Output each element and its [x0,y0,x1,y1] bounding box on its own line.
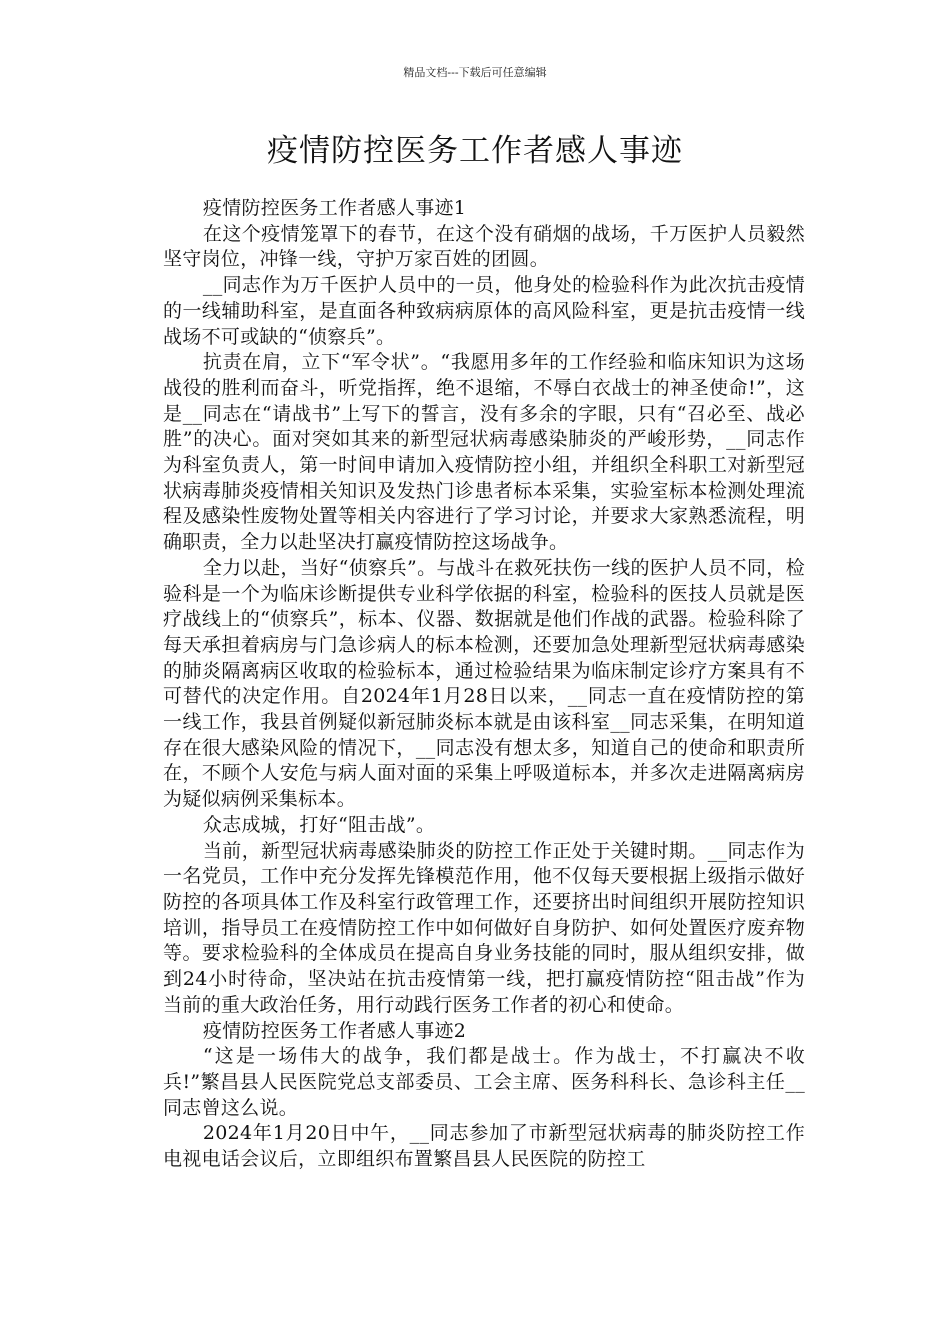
header-note: 精品文档---下载后可任意编辑 [403,66,547,79]
section-heading-1: 疫情防控医务工作者感人事迹1 [202,197,467,219]
document-body [163,196,805,1173]
paragraph: 抗责在肩，立下“军令状”。“我愿用多年的工作经验和临床知识为这场战役的胜利而奋斗，听党指挥，绝不退缩，不辱白衣战士的神圣使命!”，这是__同志在“请战书”上写下的誓言，没有多余的字眼，只有“召必至、战必胜”的决心。面对突如其来的新型冠状病毒感染肺炎的严峻形势，__同志作为科室负责人，第一时间申请加入疫情防控小组，并组织全科职工对新型冠状病毒肺炎疫情相关知识及发热门诊患者标本采集，实验室标本检测处理流程及感染性废物处置等相关内容进行了学习讨论，并要求大家熟悉流程，明确职责，全力以赴坚决打赢疫情防控这场战争。 [163,351,805,554]
paragraph: __同志作为万千医护人员中的一员，他身处的检验科作为此次抗击疫情的一线辅助科室，是直面各种致病病原体的高风险科室，更是抗击疫情一线战场不可或缺的“侦察兵”。 [163,274,805,348]
section-heading-2: 疫情防控医务工作者感人事迹2 [202,1019,467,1042]
paragraph: 在这个疫情笼罩下的春节，在这个没有硝烟的战场，千万医护人员毅然坚守岗位，冲锋一线，守护万家百姓的团圆。 [163,222,805,271]
paragraph: 全力以赴，当好“侦察兵”。与战斗在救死扶伤一线的医护人员不同，检验科是一个为临床诊断提供专业科学依据的科室，检验科的医技人员就是医疗战线上的“侦察兵”，标本、仪器、数据就是他们作战的武器。检验科除了每天承担着病房与门急诊病人的标本检测，还要加急处理新型冠状病毒感染的肺炎隔离病区收取的检验标本，通过检验结果为临床制定诊疗方案具有不可替代的决定作用。自2024年1月28日以来，__同志一直在疫情防控的第一线工作，我县首例疑似新冠肺炎标本就是由该科室__同志采集，在明知道存在很大感染风险的情况下，__同志没有想太多，知道自己的使命和职责所在，不顾个人安危与病人面对面的采集上呼吸道标本，并多次走进隔离病房为疑似病例采集标本。 [163,556,805,811]
paragraph: “这是一场伟大的战争，我们都是战士。作为战士，不打赢决不收兵!”繁昌县人民医院党总支部委员、工会主席、医务科科长、急诊科主任__同志曾这么说。 [163,1045,805,1119]
document-title: 疫情防控医务工作者感人事迹 [267,133,683,169]
paragraph: 众志成城，打好“阻击战”。 [202,813,436,836]
paragraph: 2024年1月20日中午，__同志参加了市新型冠状病毒的肺炎防控工作电视电话会议后，立即组织布置繁昌县人民医院的防控工 [163,1122,805,1171]
paragraph: 当前，新型冠状病毒感染肺炎的防控工作正处于关键时期。__同志作为一名党员，工作中充分发挥先锋模范作用，他不仅每天要根据上级指示做好防控的各项具体工作及科室行政管理工作，还要挤出时间组织开展防控知识培训，指导员工在疫情防控工作中如何做好自身防护、如何处置医疗废弃物等。要求检验科的全体成员在提高自身业务技能的同时，服从组织安排，做到24小时待命，坚决站在抗击疫情第一线，把打赢疫情防控“阻击战”作为当前的重大政治任务，用行动践行医务工作者的初心和使命。 [163,839,805,1016]
